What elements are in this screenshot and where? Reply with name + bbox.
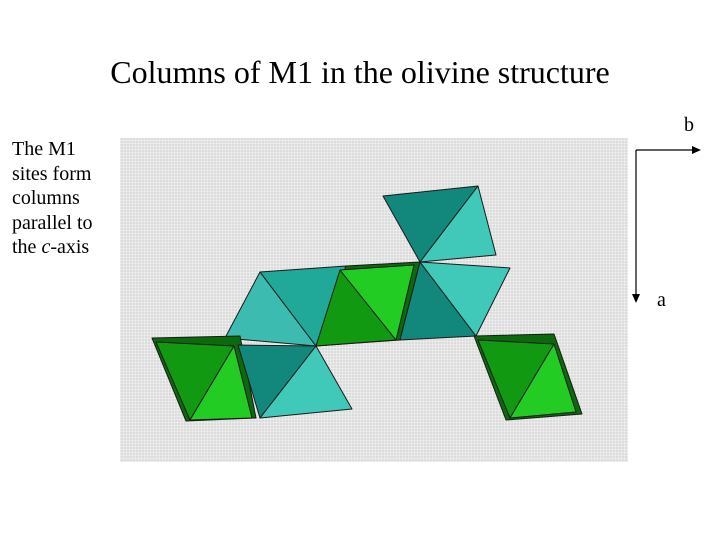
- octahedron-top: [383, 186, 496, 262]
- slide-title: Columns of M1 in the olivine structure: [110, 54, 610, 90]
- octahedra-group: [152, 186, 582, 421]
- octahedron-lower-teal: [238, 345, 352, 418]
- side-note-line-4: parallel to: [12, 211, 93, 234]
- side-note-c-axis-symbol: c: [41, 236, 51, 258]
- side-note-line-5-suffix: -axis: [50, 236, 90, 258]
- a-axis-arrowhead: [632, 294, 640, 303]
- octahedron-middle-right: [400, 262, 510, 340]
- side-note-line-2: sites form: [12, 162, 92, 185]
- side-note-line-1: The M1: [12, 138, 76, 160]
- side-note-line-5-prefix: the: [12, 236, 42, 258]
- b-axis-arrowhead: [692, 146, 701, 154]
- side-note-line-3: columns: [12, 187, 80, 209]
- a-axis-label: a: [657, 289, 666, 311]
- crystal-axes: [632, 146, 701, 303]
- b-axis-label: b: [684, 114, 694, 136]
- octahedron-lower-right-green: [474, 334, 582, 420]
